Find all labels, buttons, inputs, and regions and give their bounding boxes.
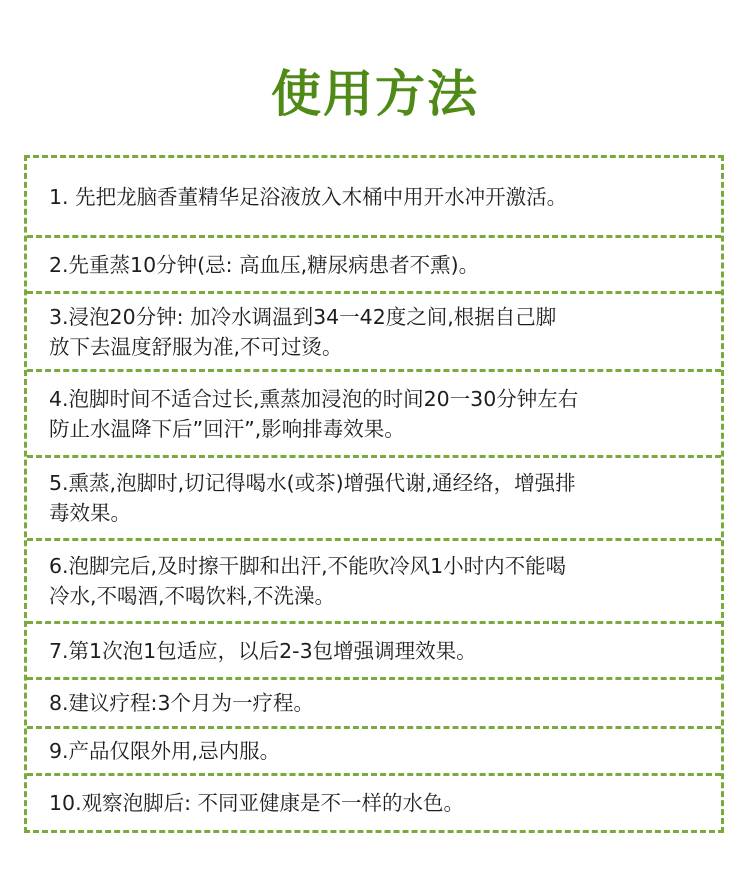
step-item-7 (27, 624, 721, 677)
step-item-2 (27, 238, 721, 291)
step-4-line-1: 4.泡脚时间不适合过长,熏蒸加浸泡的时间20一30分钟左右 (49, 386, 579, 411)
step-2-line-1: 2.先重蒸10分钟(忌: 高血压,糖尿病患者不熏)。 (49, 252, 480, 277)
step-item-10 (27, 776, 721, 830)
step-item-1 (27, 158, 721, 235)
step-8-line-1: 8.建议疗程:3个月为一疗程。 (49, 691, 315, 715)
step-3-line-1: 3.浸泡20分钟: 加冷水调温到34一42度之间,根据自己脚 (49, 304, 557, 329)
step-item-5 (27, 458, 721, 538)
step-item-9 (27, 729, 721, 773)
step-3-line-2: 放下去温度舒服为准,不可过烫。 (49, 334, 343, 359)
step-7-line-1: 7.第1次泡1包适应，以后2-3包增强调理效果。 (49, 638, 477, 663)
step-1-line-1: 1. 先把龙脑香董精华足浴液放入木桶中用开水冲开激活。 (49, 184, 568, 209)
step-5-line-2: 毒效果。 (49, 501, 131, 525)
instructions-box (24, 155, 724, 833)
step-6-line-2: 冷水,不喝酒,不喝饮料,不洗澡。 (49, 584, 336, 608)
step-10-line-1: 10.观察泡脚后: 不同亚健康是不一样的水色。 (49, 791, 465, 815)
step-item-4 (27, 372, 721, 455)
step-item-8 (27, 680, 721, 726)
step-9-line-1: 9.产品仅限外用,忌内服。 (49, 739, 281, 763)
step-6-line-1: 6.泡脚完后,及时擦干脚和出汗,不能吹冷风1小时内不能喝 (49, 554, 567, 578)
step-4-line-2: 防止水温降下后”回汗”,影响排毒效果。 (49, 416, 405, 441)
step-item-6 (27, 541, 721, 621)
step-item-3 (27, 294, 721, 369)
step-5-line-1: 5.熏蒸,泡脚时,切记得喝水(或茶)增强代谢,通经络，增强排 (49, 471, 576, 495)
page-title: 使用方法 (271, 65, 479, 123)
